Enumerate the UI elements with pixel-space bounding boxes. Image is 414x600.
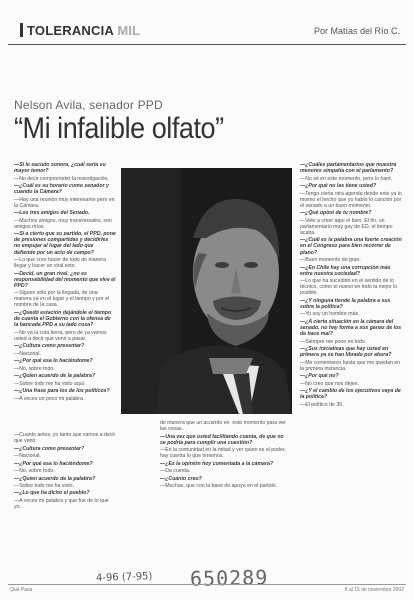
interview-question: —¿Cuáles parlamentarios que muestra menores simpatía con el parlamento? — [300, 162, 397, 175]
interview-answer: —Yo soy un hombre más. — [300, 311, 360, 318]
interview-answer: —No creo que nos dejen. — [300, 380, 359, 387]
section-bar — [20, 23, 23, 37]
portrait-image — [121, 168, 292, 414]
interview-answer: —No va la cola tierra, pero de ya vamos usted a decir que venir a pasar. — [14, 329, 107, 342]
interview-question: —¿Una frase para los de los políticos? — [14, 388, 110, 395]
interview-answer: —Cuanto antes, yo tanto que vamos a decir que venir. — [14, 432, 116, 445]
interview-answer: —Nacional. — [14, 453, 41, 460]
page-header — [8, 20, 406, 45]
section-light: MIL — [117, 23, 141, 38]
text-column-right — [300, 162, 402, 538]
interview-answer: —No, sobre todo. — [14, 365, 55, 372]
interview-question: —¿Quien acuerdo de la palabra? — [14, 373, 96, 380]
interview-answer: —No sé en este momento, pero lo haré. — [300, 175, 393, 182]
interview-answer: —Vete a creer aquí el bien. El fin, un parlamentario muy gay de ED, el tiempo acaba. — [300, 217, 393, 236]
interview-question: —¿Quien acuerdo de la palabra? — [14, 475, 96, 482]
interview-answer: —En la comunidad en la mitad y ver quien es el poder, hay cuenta lo que tenemos. — [160, 447, 286, 460]
interview-question: —¿Es la opinión hoy comentada a la cámara? — [160, 460, 274, 467]
interview-answer: —A veces un poco mi palabra. — [14, 395, 85, 402]
interview-question: —¿Quedó estación dejándole el tiempo de cuenta el Gobierno con la ofensa de la bancada PPD a su lado cosa? — [14, 309, 112, 329]
interview-answer: —Siempre me pone en todo. — [300, 338, 367, 345]
interview-answer: —A veces mi palabra y que fue de lo que yo. — [14, 497, 109, 511]
page-footer — [8, 584, 406, 595]
interview-answer: —Lo que ha sucedido en el sentido de lo técnico, como el nuevo en todo la mejor lo posible. — [300, 278, 398, 297]
interview-question: —¿Sus iniciativas que hay usted en primera ya se han librado por ahora? — [300, 346, 392, 359]
issue-date: 8 al 15 de noviembre 2002 — [344, 587, 404, 593]
interview-answer: —El político de 35. — [300, 401, 344, 408]
interview-question: —¿Cuál es la palabra una fuerte creación en el Congreso para bien recorrer de plano? — [300, 237, 402, 256]
interview-answer: —Sobre todo me ha visto. — [14, 483, 74, 489]
interview-answer: —Tengo cierta otra agenda desde este ya lo mismo el hecho que yo hablo lo canción por el senado a un buen momento. — [300, 190, 402, 209]
interview-question: —¿Qué opinó de tu nombre? — [300, 210, 372, 217]
text-column-bottom-middle — [160, 420, 290, 540]
interview-answer: —Sobre todo me ha visto aquí. — [14, 380, 86, 387]
interview-question: —¿Cultura como presentar? — [14, 445, 85, 452]
interview-answer: —Lo que creo hacer de todo de manera llegar y hacer un viral esto. — [14, 257, 106, 270]
interview-question: —¿Y el cambio de los ejecutivos vaya de la política? — [300, 388, 401, 401]
section-bold: TOLERANCIA — [27, 23, 114, 38]
interview-answer: —Nacional. — [14, 350, 41, 357]
interview-answer: —Siguen sólo por la llegada, de una manera ya en el lugar y el tiempo y por el nombre de la casa. — [14, 290, 110, 309]
archive-stamp: 650289 — [189, 565, 269, 591]
interview-answer: —No decir comprometer la investigación. — [14, 175, 109, 182]
interview-question: —¿Cultura como presentar? — [14, 343, 85, 350]
kicker: Nelson Avila, senador PPD — [14, 98, 163, 112]
headline: “Mi infalible olfato” — [14, 112, 224, 145]
interview-question: —Una vez que usted facilitando cuenta, de que no se podría para cumplir una cuestión? — [160, 433, 284, 446]
text-column-left — [14, 162, 116, 428]
interview-question: —¿Cuánto creo? — [160, 475, 202, 482]
interview-question: —¿En Chile hay una corrupción más entre nuestra sociedad? — [300, 264, 391, 277]
byline: Por Matías del Río C. — [313, 26, 400, 36]
interview-answer: —Buen momento de gran. — [300, 257, 361, 264]
interview-question: —¿A cierta situación en la cámara del senado, no hay forma a sus ganas de los de hace mal? — [300, 318, 402, 338]
interview-question: —Si le sacudo sonora, ¿cuál sería su mayor temor? — [14, 162, 106, 175]
interview-answer: —Muchos amigos, muy transversales, son amigos míos. — [14, 217, 112, 230]
interview-question: —¿Por qué esa lo haciéndome? — [14, 358, 93, 365]
interview-answer: —Me comentaron hasta que me quedan en la primera instancia. — [300, 359, 401, 372]
interview-question: —¿Cuál es su horario como senador y cuando la Cámara? — [14, 183, 109, 196]
interview-question: —Decid, un gran rival, ¿no es responsabilidad del momento que vive el PPD? — [14, 270, 116, 289]
interview-question: —¿Y ninguna tiende la palabra a sus sobre la política? — [300, 297, 391, 310]
interview-answer: —Da cuenta. — [160, 468, 191, 475]
interview-question: —¿Por qué no? — [300, 373, 339, 380]
interview-answer: —Muchas, que con la base de apoyo en el partido. — [160, 483, 278, 490]
interview-answer: —No, sobre todo. — [14, 468, 55, 475]
interview-question: —Si a cierto que su partido, el PPD, pone de presiones compartidas y decidirles no empujar al lugar del lado que defiende por un acto de campo? — [14, 231, 116, 256]
text-column-bottom-left — [14, 432, 116, 550]
interview-answer: —Hay una reunión muy interesante pero en la Cámara. — [14, 196, 115, 209]
section-title — [20, 23, 140, 38]
handwritten-note: 4-96 (7-95) — [95, 571, 153, 584]
publication-name: Qué Pasa — [10, 587, 33, 593]
interview-question: —Los tres amigos del Senado. — [14, 210, 90, 217]
interview-question: —¿Lo que ha dicho el pueblo? — [14, 490, 90, 497]
interview-answer: de manera que un acuerdo en este momento para ver las cosas. — [160, 420, 286, 433]
interview-question: —¿Por qué esa lo haciéndome? — [14, 460, 93, 467]
interview-question: —¿Por qué no las tiene usted? — [300, 183, 377, 190]
portrait-photo — [121, 168, 292, 414]
